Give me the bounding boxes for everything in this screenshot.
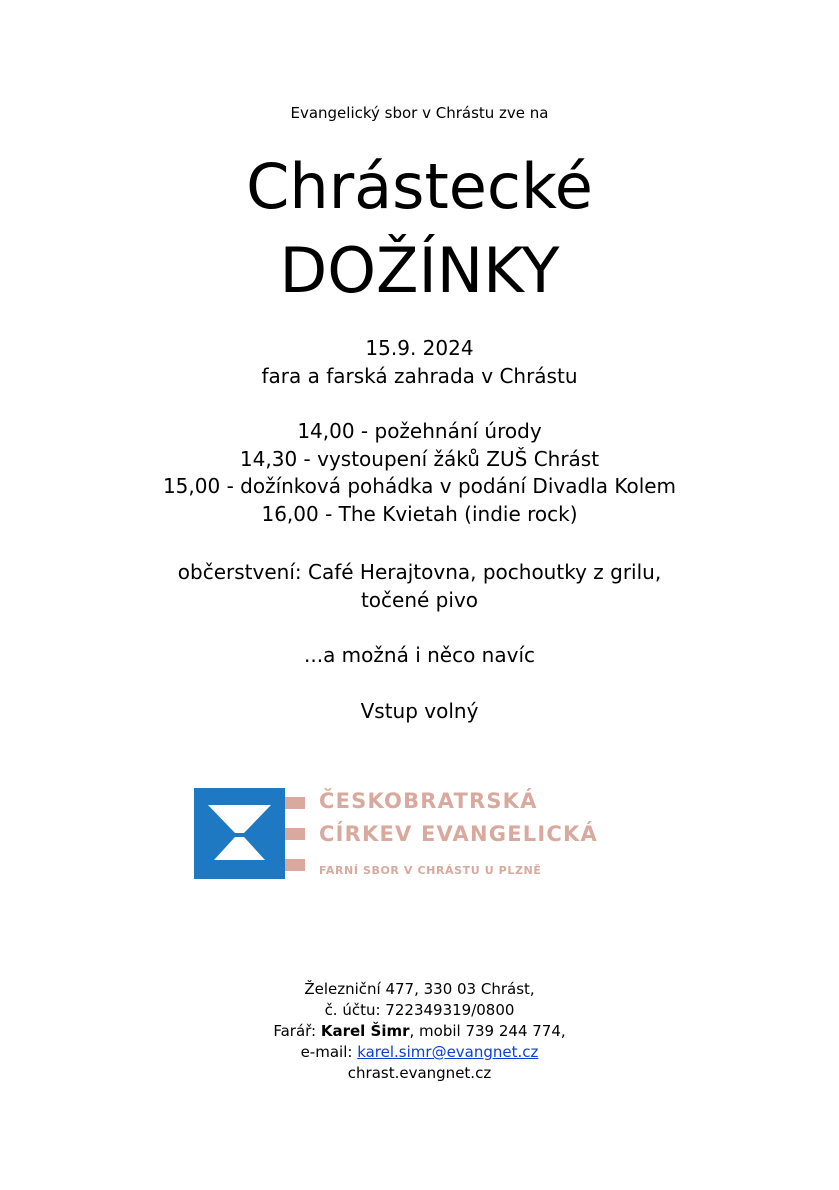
pastor-phone: , mobil 739 244 774,	[409, 1022, 566, 1040]
program-item: 14,00 - požehnání úrody	[297, 419, 542, 443]
church-logo	[194, 788, 654, 880]
pastor-label: Farář:	[273, 1022, 321, 1040]
logo-bar	[285, 828, 305, 840]
logo-bar	[285, 797, 305, 809]
logo-text-line-2: CÍRKEV EVANGELICKÁ	[319, 822, 598, 846]
program-item: 16,00 - The Kvietah (indie rock)	[261, 501, 578, 526]
contact-account: č. účtu: 722349319/0800	[324, 1001, 515, 1019]
event-date: 15.9. 2024	[365, 336, 474, 360]
intro-text: Evangelický sbor v Chrástu zve na	[290, 104, 549, 122]
logo-square	[194, 788, 285, 879]
contact-email	[0, 1042, 839, 1063]
logo-text-line-3: FARNÍ SBOR V CHRÁSTU U PLZNĚ	[319, 864, 542, 877]
program-item: 15,00 - dožínková pohádka v podání Divadla Kolem	[162, 474, 677, 498]
event-place: fara a farská zahrada v Chrástu	[261, 363, 578, 388]
contact-website: chrast.evangnet.cz	[347, 1064, 492, 1082]
email-label: e-mail:	[300, 1043, 358, 1061]
refreshments-line-1: občerstvení: Café Herajtovna, pochoutky z grilu,	[177, 560, 662, 584]
contact-address: Železniční 477, 330 03 Chrást,	[304, 980, 535, 998]
logo-text-line-1: ČESKOBRATRSKÁ	[319, 789, 538, 813]
chalice-icon	[194, 788, 285, 879]
email-link[interactable]: karel.simr@evangnet.cz	[357, 1043, 539, 1061]
extra-text: ...a možná i něco navíc	[304, 643, 535, 667]
refreshments-line-2: točené pivo	[360, 587, 479, 612]
logo-bar	[285, 859, 305, 871]
contact-pastor	[0, 1021, 839, 1042]
pastor-name: Karel Šimr	[320, 1022, 410, 1040]
program-item: 14,30 - vystoupení žáků ZUŠ Chrást	[239, 446, 600, 471]
title-line-1: Chrástecké	[246, 150, 593, 223]
title-line-2: DOŽÍNKY	[279, 234, 560, 307]
entry-text: Vstup volný	[360, 699, 479, 723]
